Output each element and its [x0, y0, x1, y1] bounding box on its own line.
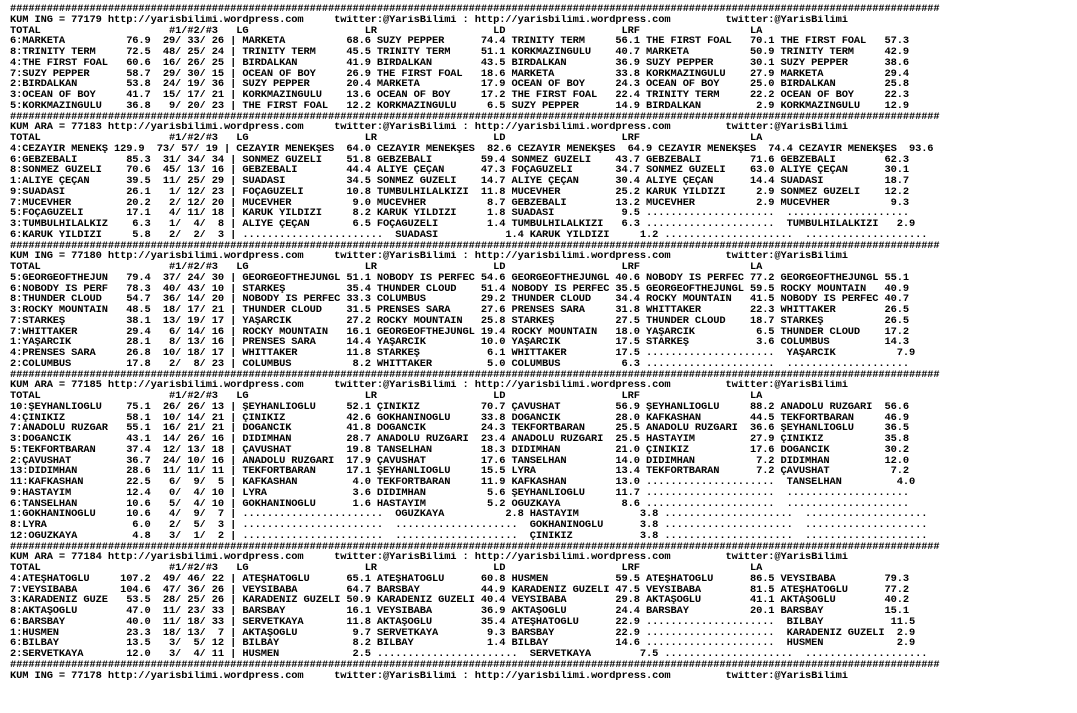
column-header: TOTAL #1/#2/#3 LG LR LD LRF LA [10, 262, 763, 273]
table-row: 2:COLUMBUS 17.8 2/ 8/ 23 | COLUMBUS 8.2 WHITTAKER 5.0 COLUMBUS 6.3 ..................... .................... [10, 358, 909, 370]
table-row: 11:KAFKASHAN 22.5 6/ 9/ 5 | KAFKASHAN 4.0 TEKFORTBARAN 11.9 KAFKASHAN 13.0 ..................... TANSELHAN 4.0 [10, 477, 916, 488]
table-row: 1:HÜSMEN 23.3 18/ 13/ 7 | AKTAŞOĞLU 9.7 SERVETKAYA 9.3 BARSBAY 22.9 ..................... KARADENİZ GÜZELİ 2.9 [10, 627, 916, 639]
table-row: 3:TUMBULHİLALKIZ 6.3 1/ 4/ 8 | ALİYE ÇEÇAN 6.5 FOÇAGÜZELİ 1.4 TUMBULHİLALKIZI 6.3 ..................... TUMBULHİLALKIZI 2.9 [10, 219, 916, 230]
table-row: 7:STARKEŞ 38.1 13/ 19/ 17 | YAŞARCIK 27.2 ROCKY MOUNTAIN 25.8 STARKEŞ 27.5 THUNDER CLOUD 18.7 STARKEŞ 26.5 [10, 315, 909, 327]
table-row: 2:BIRDALKAN 53.8 24/ 19/ 36 | SUZY PEPPER 20.4 MARKETA 17.9 OCEAN OF BOY 24.3 OCEAN OF BOY 25.0 BIRDALKAN 25.8 [10, 79, 909, 90]
race-header: KUM ING = 77180 http://yarisbilimi.wordpress.com twitter:@YarisBilimi : http://yarisbilimi.wordpress.com twitter:@YarisBilimi [10, 251, 848, 262]
separator-line: ######################################################################################################################################################## [10, 111, 940, 123]
separator-line: ######################################################################################################################################################## [10, 4, 940, 15]
table-row: 5:KORKMAZINGÜLÜ 36.8 9/ 20/ 23 | THE FIRST FOAL 12.2 KORKMAZINGÜLÜ 6.5 SUZY PEPPER 14.9 BIRDALKAN 2.9 KORKMAZINGÜLÜ 12.9 [10, 100, 909, 112]
table-row: 12:OĞUZKAYA 4.8 3/ 1/ 2 | ....................... .................... ÇİNİKIZ 3.8 ..................... .................... [10, 530, 928, 542]
table-row: 5:FOÇAGÜZELİ 17.1 4/ 11/ 18 | KARUK YILDIZI 8.2 KARUK YILDIZI 1.8 SUADASI 9.5 ..................... .................... [10, 208, 909, 219]
table-row: 10:ŞEYHANLIOĞLU 75.1 26/ 26/ 13 | ŞEYHANLIOĞLU 52.1 ÇİNİKIZ 70.7 ÇAVUSHAT 56.9 ŞEYHANLIOĞLU 88.2 ANADOLU RÜZGARI 56.6 [10, 401, 909, 413]
table-row: 6:NOBODY IS PERF 78.3 40/ 43/ 10 | STARKEŞ 35.4 THUNDER CLOUD 51.4 NOBODY IS PERFEC 35.5 GEORGEOFTHEJUNGL 59.5 ROCKY MOUNTAIN 40.9 [10, 283, 909, 295]
race-header: KUM ING = 77179 http://yarisbilimi.wordpress.com twitter:@YarisBilimi : http://yarisbilimi.wordpress.com twitter:@YarisBilimi [10, 14, 848, 26]
table-row: 13:DİDİMHAN 28.6 11/ 11/ 11 | TEKFORTBARAN 17.1 ŞEYHANLIOĞLU 15.5 LYRA 13.4 TEKFORTBARAN 7.2 ÇAVUSHAT 7.2 [10, 466, 909, 477]
table-row: 7:WHITTAKER 29.4 6/ 14/ 16 | ROCKY MOUNTAIN 16.1 GEORGEOFTHEJUNGL 19.4 ROCKY MOUNTAIN 18.0 YAŞARCIK 6.5 THUNDER CLOUD 17.2 [10, 326, 909, 338]
table-row: 2:ÇAVUSHAT 36.7 24/ 10/ 16 | ANADOLU RÜZGARI 17.9 ÇAVUSHAT 17.6 TANSELHAN 14.0 DİDİMHAN 7.2 DİDİMHAN 12.0 [10, 455, 909, 467]
table-row: 8:AKTAŞOĞLU 47.0 11/ 23/ 33 | BARSBAY 16.1 VEYSİBABA 36.9 AKTAŞOĞLU 24.4 BARSBAY 20.1 BARSBAY 15.1 [10, 606, 909, 617]
table-row: 8:THUNDER CLOUD 54.7 36/ 14/ 20 | NOBODY IS PERFEC 33.3 COLUMBUS 29.2 THUNDER CLOUD 34.4 ROCKY MOUNTAIN 41.5 NOBODY IS PERFEC 40.7 [10, 294, 909, 305]
table-row: 5:TEKFORTBARAN 37.4 12/ 13/ 18 | ÇAVUSHAT 19.8 TANSELHAN 18.3 DİDİMHAN 21.0 ÇİNİKIZ 17.6 DOĞANCIK 30.2 [10, 444, 909, 456]
race-header: KUM ARA = 77185 http://yarisbilimi.wordpress.com twitter:@YarisBilimi : http://yarisbilimi.wordpress.com twitter:@YarisBilimi [10, 380, 848, 391]
table-row: 6:MARKETA 76.9 29/ 33/ 26 | MARKETA 68.6 SUZY PEPPER 74.4 TRINITY TERM 56.1 THE FIRST FOAL 70.1 THE FIRST FOAL 57.3 [10, 36, 909, 47]
column-header: TOTAL #1/#2/#3 LG LR LD LRF LA [10, 25, 763, 37]
table-row: 3:ROCKY MOUNTAIN 48.5 18/ 17/ 21 | THUNDER CLOUD 31.5 PRENSES SARA 27.6 PRENSES SARA 31.8 WHITTAKER 22.3 WHITTAKER 26.5 [10, 305, 909, 316]
table-row: 6:KARUK YILDIZI 5.8 2/ 2/ 3 | ....................... SUADASI 1.4 KARUK YILDIZI 1.2 ..................... .................... [10, 229, 928, 241]
separator-line: ######################################################################################################################################################## [10, 240, 940, 252]
table-row: 3:KARADENİZ GÜZE 53.5 28/ 25/ 26 | KARADENİZ GÜZELİ 50.9 KARADENİZ GÜZELİ 40.4 VEYSİBABA 29.8 AKTAŞOĞLU 41.1 AKTAŞOĞLU 40.2 [10, 595, 909, 606]
table-row: 7:ANADOLU RÜZGAR 55.1 16/ 21/ 21 | DOĞANCIK 41.8 DOĞANCIK 24.3 TEKFORTBARAN 25.5 ANADOLU RÜZGARI 36.6 ŞEYHANLIOĞLU 36.5 [10, 423, 909, 434]
table-row: 6:BİLBAY 13.5 3/ 5/ 12 | BİLBAY 8.2 BİLBAY 1.4 BİLBAY 14.6 ..................... HÜSMEN 2.9 [10, 638, 916, 649]
race-header: KUM ARA = 77183 http://yarisbilimi.wordpress.com twitter:@YarisBilimi : http://yarisbilimi.wordpress.com twitter:@YarisBilimi [10, 122, 848, 133]
table-row: 8:LYRA 6.0 2/ 5/ 3 | ....................... .................... GÖKHANINOĞLU 3.8 ..................... .................... [10, 520, 928, 531]
table-row: 7:VEYSİBABA 104.6 47/ 36/ 26 | VEYSİBABA 64.7 BARSBAY 44.9 KARADENİZ GÜZELİ 47.5 VEYSİBABA 81.5 ATEŞHATOĞLU 77.2 [10, 584, 909, 596]
table-row: 9:SUADASI 26.1 1/ 12/ 23 | FOÇAGÜZELİ 10.8 TUMBULHİLALKIZI 11.8 MÜCEVHER 25.2 KARUK YILDIZI 2.9 SÖNMEZ GÜZELİ 12.2 [10, 186, 909, 198]
table-row: 4:ATEŞHATOĞLU 107.2 49/ 46/ 22 | ATEŞHATOĞLU 65.1 ATEŞHATOĞLU 60.8 HÜSMEN 59.5 ATEŞHATOĞLU 86.5 VEYSİBABA 79.3 [10, 573, 909, 585]
column-header: TOTAL #1/#2/#3 LG LR LD LRF LA [10, 391, 763, 402]
table-row: 1:ALİYE ÇEÇAN 39.5 11/ 25/ 29 | SUADASI 34.5 SÖNMEZ GÜZELİ 14.7 ALİYE ÇEÇAN 30.4 ALİYE ÇEÇAN 14.4 SUADASI 18.7 [10, 176, 909, 187]
table-row: 4:THE FIRST FOAL 60.6 16/ 26/ 25 | BIRDALKAN 41.9 BIRDALKAN 43.5 BIRDALKAN 36.9 SUZY PEPPER 30.1 SUZY PEPPER 38.6 [10, 57, 909, 69]
separator-line: ######################################################################################################################################################## [10, 369, 940, 381]
table-row: 4:PRENSES SARA 26.8 10/ 18/ 17 | WHITTAKER 11.8 STARKEŞ 6.1 WHITTAKER 17.5 ..................... YAŞARCIK 7.9 [10, 348, 916, 359]
table-row: 2:SERVETKAYA 12.0 3/ 4/ 11 | HÜSMEN 2.5 ....................... SERVETKAYA 7.5 ..................... .................... [10, 649, 928, 660]
table-row: 4:ÇİNİKIZ 58.1 10/ 14/ 21 | ÇİNİKIZ 42.6 GÖKHANINOĞLU 33.8 DOĞANCIK 28.0 KAFKASHAN 44.5 TEKFORTBARAN 46.9 [10, 412, 909, 424]
table-row: 4:CEZAYİR MENEKŞ 129.9 73/ 57/ 19 | CEZAYİR MENEKŞES 64.0 CEZAYİR MENEKŞES 82.6 CEZAYİR MENEKŞES 64.9 CEZAYİR MENEKŞES 74.4 CEZAYİR MENEKŞES 93.6 [10, 143, 934, 155]
race-header: KUM ARA = 77184 http://yarisbilimi.wordpress.com twitter:@YarisBilimi : http://yarisbilimi.wordpress.com twitter:@YarisBilimi [10, 552, 848, 563]
table-row: 3:OCEAN OF BOY 41.7 15/ 17/ 21 | KORKMAZINGÜLÜ 13.6 OCEAN OF BOY 17.2 THE FIRST FOAL 22.4 TRINITY TERM 22.2 OCEAN OF BOY 22.3 [10, 90, 909, 101]
separator-line: ######################################################################################################################################################## [10, 659, 940, 671]
table-row: 5:GEORGEOFTHEJUN 79.4 37/ 24/ 30 | GEORGEOFTHEJUNGL 51.1 NOBODY IS PERFEC 54.6 GEORGEOFTHEJUNGL 40.6 NOBODY IS PERFEC 77.2 GEORGEOFTHEJUNGL 55.1 [10, 272, 909, 284]
column-header: TOTAL #1/#2/#3 LG LR LD LRF LA [10, 133, 763, 144]
table-row: 8:TRINITY TERM 72.5 48/ 25/ 24 | TRINITY TERM 45.5 TRINITY TERM 51.1 KORKMAZINGÜLÜ 40.7 MARKETA 50.9 TRINITY TERM 42.9 [10, 47, 909, 58]
table-row: 6:GEBZEBALI 85.3 31/ 34/ 34 | SÖNMEZ GÜZELİ 51.8 GEBZEBALI 59.4 SÖNMEZ GÜZELİ 43.7 GEBZEBALI 71.6 GEBZEBALI 62.3 [10, 154, 909, 166]
separator-line: ######################################################################################################################################################## [10, 541, 940, 553]
table-row: 1:GÖKHANINOĞLU 10.6 4/ 9/ 7 | ....................... OĞUZKAYA 2.8 HASTAYIM 3.8 ..................... .................... [10, 509, 928, 520]
table-row: 9:HASTAYIM 12.4 0/ 4/ 10 | LYRA 3.6 DİDİMHAN 5.6 ŞEYHANLIOĞLU 11.7 ..................... .................... [10, 487, 909, 499]
column-header: TOTAL #1/#2/#3 LG LR LD LRF LA [10, 563, 763, 574]
table-row: 7:SUZY PEPPER 58.7 29/ 30/ 15 | OCEAN OF BOY 26.9 THE FIRST FOAL 18.6 MARKETA 33.8 KORKMAZINGÜLÜ 27.9 MARKETA 29.4 [10, 68, 909, 80]
table-row: 3:DOĞANCIK 43.1 14/ 26/ 16 | DİDİMHAN 28.7 ANADOLU RÜZGARI 23.4 ANADOLU RÜZGARI 25.5 HASTAYIM 27.9 ÇİNİKIZ 35.8 [10, 434, 909, 445]
table-row: 1:YAŞARCIK 28.1 8/ 13/ 16 | PRENSES SARA 14.4 YAŞARCIK 10.0 YAŞARCIK 17.5 STARKEŞ 3.6 COLUMBUS 14.3 [10, 337, 909, 348]
race-header: KUM ING = 77178 http://yarisbilimi.wordpress.com twitter:@YarisBilimi : http://yarisbilimi.wordpress.com twitter:@YarisBilimi [10, 670, 848, 682]
table-row: 8:SÖNMEZ GÜZELİ 70.6 45/ 13/ 16 | GEBZEBALI 44.4 ALİYE ÇEÇAN 47.3 FOÇAGÜZELİ 34.7 SÖNMEZ GÜZELİ 63.0 ALİYE ÇEÇAN 30.1 [10, 165, 909, 176]
table-row: 7:MÜCEVHER 20.2 2/ 12/ 20 | MÜCEVHER 9.0 MÜCEVHER 8.7 GEBZEBALI 13.2 MÜCEVHER 2.9 MÜCEVHER 9.3 [10, 197, 909, 209]
table-row: 6:BARSBAY 40.0 11/ 18/ 33 | SERVETKAYA 11.8 AKTAŞOĞLU 35.4 ATEŞHATOĞLU 22.9 ..................... BİLBAY 11.5 [10, 616, 916, 628]
table-row: 6:TANSELHAN 10.6 5/ 4/ 10 | GÖKHANINOĞLU 1.6 HASTAYIM 5.2 OĞUZKAYA 8.6 ..................... .................... [10, 498, 909, 510]
